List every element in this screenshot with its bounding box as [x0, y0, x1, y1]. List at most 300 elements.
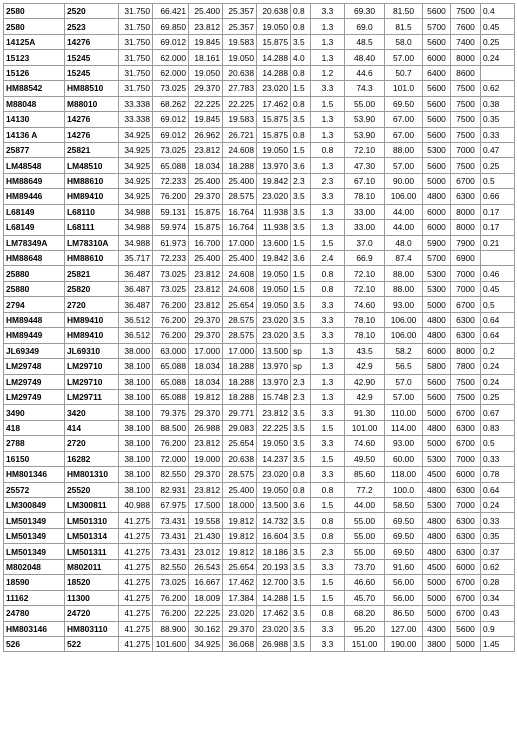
table-row	[4, 343, 515, 358]
cell-cup-part-number: HM803110	[65, 621, 119, 636]
cell-mass: 0.21	[481, 235, 515, 250]
cell-static-load-rating: 91.60	[385, 559, 423, 574]
cell-mass: 0.67	[481, 405, 515, 420]
cell-cup-part-number: 2720	[65, 297, 119, 312]
cell-cup-radius-r1: 3.3	[311, 189, 345, 204]
cell-cup-part-number: 14276	[65, 34, 119, 49]
cell-outer-diameter-D: 88.500	[153, 420, 189, 435]
cell-width-B: 36.068	[223, 636, 257, 651]
cell-cup-part-number: 24720	[65, 606, 119, 621]
cell-width-T: 23.812	[189, 482, 223, 497]
table-row	[4, 590, 515, 605]
cell-width-C: 15.875	[257, 127, 291, 142]
cell-cone-part-number: JL69349	[4, 343, 65, 358]
cell-grease-speed-limit: 4800	[423, 482, 451, 497]
cell-outer-diameter-D: 73.025	[153, 281, 189, 296]
cell-width-B: 25.357	[223, 19, 257, 34]
cell-static-load-rating: 87.4	[385, 251, 423, 266]
table-row	[4, 142, 515, 157]
cell-width-T: 18.034	[189, 158, 223, 173]
cell-width-B: 25.400	[223, 251, 257, 266]
cell-bore-d: 36.487	[119, 266, 153, 281]
cell-oil-speed-limit: 7500	[451, 4, 481, 19]
cell-grease-speed-limit: 5300	[423, 498, 451, 513]
cell-oil-speed-limit: 7500	[451, 127, 481, 142]
cell-bore-d: 38.000	[119, 343, 153, 358]
cell-outer-diameter-D: 73.025	[153, 575, 189, 590]
cell-cone-part-number: M802048	[4, 559, 65, 574]
cell-width-T: 17.500	[189, 498, 223, 513]
cell-width-B: 19.583	[223, 112, 257, 127]
cell-cone-radius-r: 2.3	[291, 374, 311, 389]
cell-outer-diameter-D: 101.600	[153, 636, 189, 651]
cell-mass: 0.25	[481, 389, 515, 404]
cell-width-B: 25.357	[223, 4, 257, 19]
cell-dynamic-load-rating: 72.10	[345, 142, 385, 157]
cell-grease-speed-limit: 5300	[423, 266, 451, 281]
cell-width-B: 29.771	[223, 405, 257, 420]
cell-cup-radius-r1: 3.3	[311, 559, 345, 574]
cell-outer-diameter-D: 65.088	[153, 359, 189, 374]
cell-cone-radius-r: 0.8	[291, 65, 311, 80]
cell-cup-radius-r1: 3.3	[311, 436, 345, 451]
cell-bore-d: 33.338	[119, 112, 153, 127]
cell-grease-speed-limit: 5600	[423, 96, 451, 111]
table-row	[4, 96, 515, 111]
cell-cup-radius-r1: 1.5	[311, 590, 345, 605]
cell-oil-speed-limit: 6700	[451, 590, 481, 605]
cell-mass: 0.17	[481, 220, 515, 235]
cell-cone-radius-r: 3.5	[291, 559, 311, 574]
cell-mass: 0.34	[481, 590, 515, 605]
cell-bore-d: 38.100	[119, 374, 153, 389]
cell-mass: 0.9	[481, 621, 515, 636]
cell-static-load-rating: 93.00	[385, 436, 423, 451]
cell-mass: 0.37	[481, 544, 515, 559]
cell-static-load-rating: 127.00	[385, 621, 423, 636]
cell-static-load-rating: 118.00	[385, 467, 423, 482]
cell-static-load-rating: 58.50	[385, 498, 423, 513]
cell-static-load-rating: 44.00	[385, 220, 423, 235]
cell-cone-radius-r: 0.8	[291, 19, 311, 34]
cell-width-C: 23.020	[257, 81, 291, 96]
table-row	[4, 220, 515, 235]
cell-cone-part-number: 2580	[4, 19, 65, 34]
cell-width-B: 19.812	[223, 528, 257, 543]
cell-mass: 0.35	[481, 528, 515, 543]
cell-mass: 0.33	[481, 513, 515, 528]
cell-oil-speed-limit: 7500	[451, 96, 481, 111]
cell-mass: 0.35	[481, 112, 515, 127]
cell-width-T: 25.400	[189, 251, 223, 266]
cell-dynamic-load-rating: 44.6	[345, 65, 385, 80]
cell-outer-diameter-D: 72.000	[153, 451, 189, 466]
cell-cup-radius-r1: 1.3	[311, 220, 345, 235]
cell-bore-d: 38.100	[119, 436, 153, 451]
cell-grease-speed-limit: 5300	[423, 281, 451, 296]
cell-mass: 0.64	[481, 482, 515, 497]
cell-cone-radius-r: 3.5	[291, 513, 311, 528]
cell-bore-d: 35.717	[119, 251, 153, 266]
cell-outer-diameter-D: 76.200	[153, 590, 189, 605]
cell-oil-speed-limit: 7000	[451, 281, 481, 296]
cell-dynamic-load-rating: 42.9	[345, 359, 385, 374]
cell-grease-speed-limit: 5000	[423, 405, 451, 420]
table-row	[4, 266, 515, 281]
cell-oil-speed-limit: 7500	[451, 112, 481, 127]
cell-dynamic-load-rating: 45.70	[345, 590, 385, 605]
cell-cone-radius-r: sp	[291, 343, 311, 358]
cell-width-B: 18.288	[223, 359, 257, 374]
cell-oil-speed-limit: 6700	[451, 173, 481, 188]
cell-width-B: 25.654	[223, 436, 257, 451]
cell-width-T: 29.370	[189, 328, 223, 343]
cell-dynamic-load-rating: 78.10	[345, 189, 385, 204]
cell-mass: 0.25	[481, 34, 515, 49]
cell-width-T: 25.400	[189, 4, 223, 19]
cell-bore-d: 34.925	[119, 127, 153, 142]
cell-static-load-rating: 67.00	[385, 112, 423, 127]
cell-outer-diameter-D: 82.550	[153, 559, 189, 574]
table-row	[4, 189, 515, 204]
cell-mass: 0.45	[481, 19, 515, 34]
cell-width-C: 23.020	[257, 328, 291, 343]
cell-width-C: 18.186	[257, 544, 291, 559]
cell-cup-radius-r1: 1.3	[311, 158, 345, 173]
cell-width-C: 14.732	[257, 513, 291, 528]
cell-grease-speed-limit: 4800	[423, 420, 451, 435]
cell-width-B: 17.384	[223, 590, 257, 605]
cell-dynamic-load-rating: 47.30	[345, 158, 385, 173]
cell-cone-part-number: HM88542	[4, 81, 65, 96]
table-row	[4, 297, 515, 312]
cell-width-T: 29.370	[189, 312, 223, 327]
table-row	[4, 50, 515, 65]
cell-dynamic-load-rating: 48.5	[345, 34, 385, 49]
cell-outer-diameter-D: 76.200	[153, 297, 189, 312]
table-row	[4, 513, 515, 528]
cell-width-T: 19.845	[189, 34, 223, 49]
cell-width-T: 18.034	[189, 359, 223, 374]
cell-width-B: 28.575	[223, 328, 257, 343]
cell-outer-diameter-D: 61.973	[153, 235, 189, 250]
cell-oil-speed-limit: 7000	[451, 451, 481, 466]
cell-cone-radius-r: 3.5	[291, 575, 311, 590]
cell-static-load-rating: 56.00	[385, 590, 423, 605]
cell-grease-speed-limit: 4500	[423, 467, 451, 482]
cell-dynamic-load-rating: 78.10	[345, 312, 385, 327]
cell-cone-radius-r: 0.8	[291, 482, 311, 497]
cell-width-B: 23.020	[223, 606, 257, 621]
cell-static-load-rating: 58.0	[385, 34, 423, 49]
cell-width-T: 23.812	[189, 19, 223, 34]
cell-bore-d: 38.100	[119, 359, 153, 374]
table-row	[4, 528, 515, 543]
cell-outer-diameter-D: 59.131	[153, 204, 189, 219]
table-row	[4, 173, 515, 188]
cell-cup-part-number: HM89410	[65, 312, 119, 327]
cell-width-C: 19.050	[257, 482, 291, 497]
cell-cup-part-number: LM29711	[65, 389, 119, 404]
cell-grease-speed-limit: 5600	[423, 389, 451, 404]
cell-cone-radius-r: 3.5	[291, 436, 311, 451]
cell-dynamic-load-rating: 85.60	[345, 467, 385, 482]
table-row	[4, 559, 515, 574]
cell-cone-radius-r: 1.5	[291, 81, 311, 96]
cell-dynamic-load-rating: 49.50	[345, 451, 385, 466]
cell-outer-diameter-D: 63.000	[153, 343, 189, 358]
cell-dynamic-load-rating: 91.30	[345, 405, 385, 420]
cell-bore-d: 31.750	[119, 4, 153, 19]
cell-mass	[481, 65, 515, 80]
cell-mass: 0.62	[481, 559, 515, 574]
cell-cup-radius-r1: 2.3	[311, 544, 345, 559]
cell-width-B: 18.000	[223, 498, 257, 513]
cell-mass: 0.17	[481, 204, 515, 219]
cell-dynamic-load-rating: 69.30	[345, 4, 385, 19]
cell-cone-part-number: HM88648	[4, 251, 65, 266]
cell-width-B: 16.764	[223, 204, 257, 219]
cell-bore-d: 38.100	[119, 467, 153, 482]
cell-mass: 0.33	[481, 127, 515, 142]
cell-oil-speed-limit: 6700	[451, 606, 481, 621]
cell-cup-radius-r1: 3.3	[311, 636, 345, 651]
cell-oil-speed-limit: 6300	[451, 513, 481, 528]
cell-dynamic-load-rating: 42.90	[345, 374, 385, 389]
cell-width-T: 22.225	[189, 606, 223, 621]
cell-mass: 0.83	[481, 420, 515, 435]
cell-cup-part-number: LM501310	[65, 513, 119, 528]
cell-static-load-rating: 90.00	[385, 173, 423, 188]
cell-outer-diameter-D: 62.000	[153, 65, 189, 80]
cell-static-load-rating: 81.50	[385, 4, 423, 19]
cell-width-B: 24.608	[223, 142, 257, 157]
cell-width-B: 24.608	[223, 281, 257, 296]
cell-cup-radius-r1: 3.3	[311, 621, 345, 636]
cell-oil-speed-limit: 7500	[451, 389, 481, 404]
cell-cone-part-number: 25877	[4, 142, 65, 157]
cell-cup-part-number: HM88610	[65, 251, 119, 266]
cell-cup-part-number: L68111	[65, 220, 119, 235]
cell-oil-speed-limit: 7500	[451, 81, 481, 96]
cell-static-load-rating: 101.0	[385, 81, 423, 96]
cell-outer-diameter-D: 72.233	[153, 173, 189, 188]
cell-outer-diameter-D: 76.200	[153, 606, 189, 621]
cell-grease-speed-limit: 4800	[423, 189, 451, 204]
cell-oil-speed-limit: 6300	[451, 312, 481, 327]
cell-bore-d: 31.750	[119, 81, 153, 96]
cell-oil-speed-limit: 6300	[451, 328, 481, 343]
cell-outer-diameter-D: 65.088	[153, 158, 189, 173]
cell-width-B: 19.812	[223, 513, 257, 528]
cell-grease-speed-limit: 6000	[423, 204, 451, 219]
cell-bore-d: 36.512	[119, 328, 153, 343]
cell-cone-radius-r: 3.6	[291, 158, 311, 173]
cell-cone-part-number: 25880	[4, 281, 65, 296]
cell-cup-part-number: HM89410	[65, 189, 119, 204]
cell-cup-radius-r1: 1.3	[311, 19, 345, 34]
cell-bore-d: 41.275	[119, 513, 153, 528]
cell-cup-radius-r1: 1.3	[311, 359, 345, 374]
cell-cone-radius-r: 3.5	[291, 204, 311, 219]
bearing-spec-table	[3, 3, 515, 652]
table-row	[4, 328, 515, 343]
cell-cone-part-number: 11162	[4, 590, 65, 605]
cell-outer-diameter-D: 76.200	[153, 312, 189, 327]
cell-dynamic-load-rating: 55.00	[345, 544, 385, 559]
table-row	[4, 281, 515, 296]
cell-cup-part-number: 16282	[65, 451, 119, 466]
cell-bore-d: 41.275	[119, 636, 153, 651]
cell-mass: 1.45	[481, 636, 515, 651]
cell-grease-speed-limit: 5000	[423, 590, 451, 605]
cell-width-B: 18.288	[223, 389, 257, 404]
table-row	[4, 251, 515, 266]
cell-width-C: 19.050	[257, 266, 291, 281]
cell-cup-radius-r1: 3.3	[311, 328, 345, 343]
cell-static-load-rating: 57.00	[385, 389, 423, 404]
cell-width-T: 26.962	[189, 127, 223, 142]
cell-oil-speed-limit: 6000	[451, 559, 481, 574]
cell-cup-radius-r1: 1.2	[311, 65, 345, 80]
cell-oil-speed-limit: 7500	[451, 374, 481, 389]
cell-width-C: 17.462	[257, 606, 291, 621]
cell-cup-part-number: LM29710	[65, 374, 119, 389]
cell-width-C: 19.050	[257, 281, 291, 296]
cell-dynamic-load-rating: 101.00	[345, 420, 385, 435]
cell-outer-diameter-D: 69.012	[153, 112, 189, 127]
cell-width-C: 26.988	[257, 636, 291, 651]
cell-cup-part-number: 15245	[65, 50, 119, 65]
cell-bore-d: 31.750	[119, 65, 153, 80]
cell-cone-part-number: 2580	[4, 4, 65, 19]
cell-outer-diameter-D: 73.431	[153, 528, 189, 543]
cell-bore-d: 41.275	[119, 544, 153, 559]
cell-oil-speed-limit: 7500	[451, 158, 481, 173]
cell-width-C: 19.842	[257, 251, 291, 266]
cell-grease-speed-limit: 5700	[423, 19, 451, 34]
cell-cup-radius-r1: 3.3	[311, 312, 345, 327]
cell-width-B: 29.083	[223, 420, 257, 435]
cell-width-T: 29.370	[189, 467, 223, 482]
table-row	[4, 65, 515, 80]
cell-mass: 0.25	[481, 158, 515, 173]
cell-cone-part-number: LM501349	[4, 513, 65, 528]
cell-cone-part-number: LM29749	[4, 374, 65, 389]
cell-grease-speed-limit: 4800	[423, 328, 451, 343]
cell-width-T: 19.050	[189, 65, 223, 80]
cell-dynamic-load-rating: 72.10	[345, 281, 385, 296]
cell-grease-speed-limit: 6000	[423, 50, 451, 65]
cell-cup-part-number: 14276	[65, 127, 119, 142]
cell-oil-speed-limit: 8000	[451, 50, 481, 65]
cell-static-load-rating: 106.00	[385, 189, 423, 204]
cell-grease-speed-limit: 5600	[423, 34, 451, 49]
cell-grease-speed-limit: 5900	[423, 235, 451, 250]
cell-cup-part-number: 25520	[65, 482, 119, 497]
cell-cone-radius-r: 3.5	[291, 328, 311, 343]
cell-cone-part-number: HM89448	[4, 312, 65, 327]
cell-width-C: 13.970	[257, 158, 291, 173]
cell-width-T: 23.812	[189, 266, 223, 281]
cell-width-C: 13.970	[257, 374, 291, 389]
cell-grease-speed-limit: 5600	[423, 81, 451, 96]
cell-width-T: 29.370	[189, 81, 223, 96]
cell-static-load-rating: 57.0	[385, 374, 423, 389]
cell-static-load-rating: 69.50	[385, 96, 423, 111]
cell-bore-d: 41.275	[119, 621, 153, 636]
cell-width-B: 22.225	[223, 96, 257, 111]
cell-mass: 0.2	[481, 343, 515, 358]
cell-cup-radius-r1: 1.5	[311, 498, 345, 513]
cell-cup-radius-r1: 1.3	[311, 34, 345, 49]
cell-cup-part-number: LM501314	[65, 528, 119, 543]
cell-cone-part-number: 15126	[4, 65, 65, 80]
cell-cone-part-number: 24780	[4, 606, 65, 621]
cell-cone-radius-r: sp	[291, 359, 311, 374]
cell-cone-part-number: M88048	[4, 96, 65, 111]
cell-oil-speed-limit: 6700	[451, 436, 481, 451]
cell-bore-d: 38.100	[119, 420, 153, 435]
cell-width-T: 16.700	[189, 235, 223, 250]
cell-width-T: 19.558	[189, 513, 223, 528]
cell-cone-part-number: HM89449	[4, 328, 65, 343]
cell-grease-speed-limit: 5300	[423, 451, 451, 466]
cell-outer-diameter-D: 69.012	[153, 127, 189, 142]
cell-width-T: 21.430	[189, 528, 223, 543]
cell-bore-d: 31.750	[119, 34, 153, 49]
cell-outer-diameter-D: 66.421	[153, 4, 189, 19]
cell-width-C: 14.288	[257, 590, 291, 605]
cell-width-T: 23.812	[189, 297, 223, 312]
cell-width-B: 20.638	[223, 65, 257, 80]
cell-cone-part-number: LM48548	[4, 158, 65, 173]
table-row	[4, 405, 515, 420]
cell-static-load-rating: 88.00	[385, 142, 423, 157]
cell-cone-part-number: HM803146	[4, 621, 65, 636]
table-row	[4, 81, 515, 96]
cell-cup-radius-r1: 1.3	[311, 204, 345, 219]
cell-width-B: 24.608	[223, 266, 257, 281]
cell-outer-diameter-D: 67.975	[153, 498, 189, 513]
cell-oil-speed-limit: 7400	[451, 34, 481, 49]
cell-cone-part-number: 25880	[4, 266, 65, 281]
cell-cup-radius-r1: 1.5	[311, 575, 345, 590]
cell-bore-d: 41.275	[119, 528, 153, 543]
cell-cone-part-number: LM29749	[4, 389, 65, 404]
cell-width-B: 25.654	[223, 559, 257, 574]
cell-grease-speed-limit: 5000	[423, 606, 451, 621]
cell-mass: 0.24	[481, 498, 515, 513]
cell-cone-radius-r: 1.5	[291, 235, 311, 250]
cell-cone-radius-r: 0.8	[291, 96, 311, 111]
cell-width-T: 16.667	[189, 575, 223, 590]
cell-mass: 0.5	[481, 173, 515, 188]
cell-cup-part-number: LM78310A	[65, 235, 119, 250]
cell-cone-part-number: LM300849	[4, 498, 65, 513]
cell-mass: 0.62	[481, 81, 515, 96]
cell-cup-part-number: LM501311	[65, 544, 119, 559]
cell-dynamic-load-rating: 72.10	[345, 266, 385, 281]
cell-cup-radius-r1: 1.5	[311, 420, 345, 435]
cell-cup-radius-r1: 3.3	[311, 4, 345, 19]
cell-mass: 0.64	[481, 312, 515, 327]
cell-static-load-rating: 44.00	[385, 204, 423, 219]
cell-width-C: 16.604	[257, 528, 291, 543]
cell-cup-radius-r1: 2.3	[311, 173, 345, 188]
cell-width-T: 18.161	[189, 50, 223, 65]
cell-dynamic-load-rating: 68.20	[345, 606, 385, 621]
